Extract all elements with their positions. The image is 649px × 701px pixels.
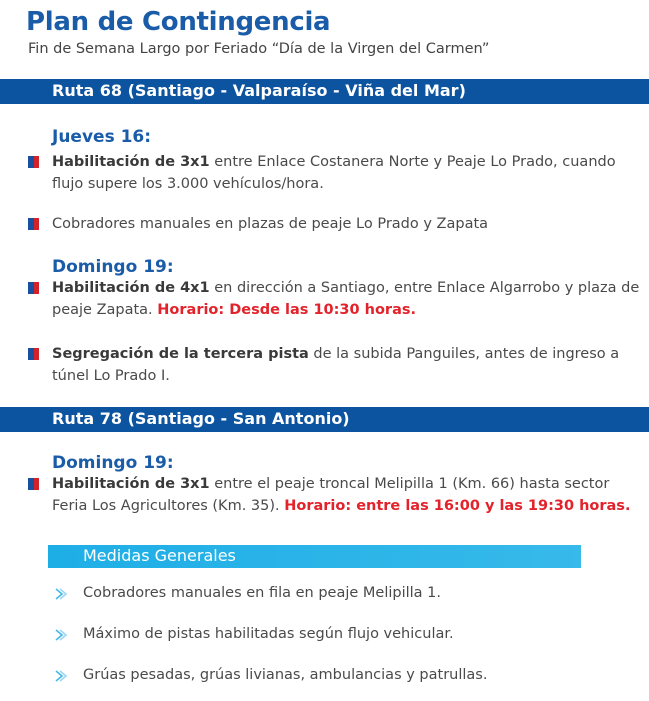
list-item bbox=[55, 585, 441, 601]
flag-bullet-icon bbox=[28, 218, 39, 230]
flag-bullet-icon bbox=[28, 156, 39, 168]
flag-bullet-icon bbox=[28, 478, 39, 490]
day-jueves-16: Jueves 16: bbox=[52, 127, 152, 147]
chevron-arrow-icon bbox=[55, 588, 67, 600]
schedule-highlight: Horario: Desde las 10:30 horas. bbox=[157, 302, 417, 318]
route-78-title: Ruta 78 (Santiago - San Antonio) bbox=[52, 409, 350, 428]
chevron-arrow-icon bbox=[55, 629, 67, 641]
page-title: Plan de Contingencia bbox=[26, 7, 331, 37]
item-text: entre el peaje troncal Melipilla 1 (Km. 66) hasta sector Feria Los Agricultores (Km. 35). bbox=[52, 476, 610, 514]
list-item bbox=[28, 473, 644, 517]
item-text: de la subida Panguiles, antes de ingreso a túnel Lo Prado I. bbox=[52, 346, 620, 384]
flag-bullet-icon bbox=[28, 348, 39, 360]
chevron-arrow-icon bbox=[55, 670, 67, 682]
list-item bbox=[55, 667, 487, 683]
item-text: en dirección a Santiago, entre Enlace Algarrobo y plaza de peaje Zapata. bbox=[52, 280, 640, 318]
list-item bbox=[28, 151, 644, 195]
item-text: entre Enlace Costanera Norte y Peaje Lo Prado, cuando flujo supere los 3.000 vehículos/hora. bbox=[52, 154, 616, 192]
route-68-header bbox=[0, 79, 649, 104]
general-measures-title: Medidas Generales bbox=[83, 546, 236, 565]
day-domingo-19: Domingo 19: bbox=[52, 453, 174, 473]
page-subtitle: Fin de Semana Largo por Feriado “Día de la Virgen del Carmen” bbox=[28, 41, 490, 57]
route-78-header bbox=[0, 407, 649, 432]
item-text: Máximo de pistas habilitadas según flujo vehicular. bbox=[83, 626, 454, 642]
list-item bbox=[28, 213, 644, 235]
route-68-title: Ruta 68 (Santiago - Valparaíso - Viña del Mar) bbox=[52, 81, 466, 100]
flag-bullet-icon bbox=[28, 282, 39, 294]
item-bold: Habilitación de 4x1 bbox=[52, 280, 210, 296]
list-item bbox=[28, 343, 644, 387]
item-text: Cobradores manuales en plazas de peaje Lo Prado y Zapata bbox=[52, 216, 489, 232]
item-text: Cobradores manuales en fila en peaje Melipilla 1. bbox=[83, 585, 442, 601]
item-text: Grúas pesadas, grúas livianas, ambulancias y patrullas. bbox=[83, 667, 488, 683]
item-bold: Segregación de la tercera pista bbox=[52, 346, 309, 362]
list-item bbox=[55, 626, 454, 642]
schedule-highlight: Horario: entre las 16:00 y las 19:30 horas. bbox=[284, 498, 631, 514]
day-domingo-19: Domingo 19: bbox=[52, 257, 174, 277]
item-bold: Habilitación de 3x1 bbox=[52, 476, 210, 492]
list-item bbox=[28, 277, 644, 321]
item-bold: Habilitación de 3x1 bbox=[52, 154, 210, 170]
general-measures-header bbox=[48, 545, 581, 568]
